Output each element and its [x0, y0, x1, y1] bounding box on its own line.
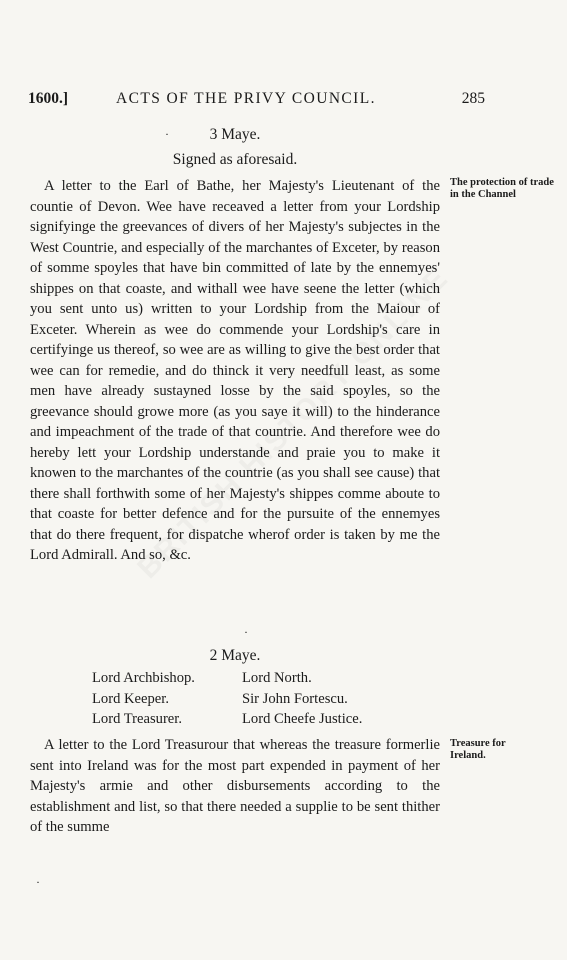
- entry2-body: [30, 735, 440, 838]
- decorative-dot: ·: [244, 625, 248, 639]
- attendance-row: [92, 709, 362, 730]
- decorative-dot: ·: [165, 127, 169, 141]
- entry1-signed: Signed as aforesaid.: [172, 151, 298, 168]
- entry1-paragraph: A letter to the Earl of Bathe, her Majesty's Lieutenant of the countie of Devon. Wee have receaved a letter from your Lordship signifyinge the greevances of divers of her Majesty's subjectes in the West Countrie, and especially of the marchantes of Exceter, by reason of somme spoyles that have bin committed of late by the ennemyes' shippes on that coaste, and withall wee have seene the letter (which you sent unto us) written to your Lordship from the Maiour of Exceter. Wherein as wee do commende your Lordship's care in certifyinge us thereof, so wee are as willing to give the best order that wee can for remedie, and do thinck it very needfull least, as some men have already sustayned losse by the said spoyles, so the greevance should growe more (as you saye it will) to the hinderance and impeachment of the trade of that countrie. And therefore wee do hereby lett your Lordship understande and praie you to make it knowen to the marchantes of the countrie (as you shall see cause) that there shall forthwith some of her Majesty's shippes comme aboute to that coaste for better defence and for the pursuite of the ennemyes that do there frequent, for dispatche wherof order is taken by me the Lord Admirall. And so, &c.: [30, 178, 440, 563]
- entry1-body: [30, 176, 440, 566]
- attendee: Lord Cheefe Justice.: [242, 711, 363, 727]
- attendee: Lord Archbishop.: [92, 670, 195, 686]
- attendee: Sir John Fortescu.: [242, 690, 348, 707]
- entry2-paragraph: A letter to the Lord Treasurour that whereas the treasure formerlie sent into Ireland was for the most part expended in payment of her Majesty's armie and other disbursements according to the establishment and list, so that there needed a supplie to be sent thither of the summe: [30, 737, 440, 835]
- attendance-row: [92, 689, 362, 710]
- running-header: [28, 90, 493, 110]
- attendance-list: [92, 668, 362, 730]
- header-year: 1600.]: [28, 90, 69, 107]
- attendee: Lord North.: [242, 670, 312, 686]
- margin-note-protection: The protection of trade in the Channel: [450, 177, 554, 200]
- entry2-date: 2 Maye.: [209, 647, 261, 664]
- decorative-dot: ·: [36, 875, 40, 889]
- attendee: Lord Keeper.: [92, 690, 169, 707]
- attendance-row: [92, 668, 362, 689]
- attendee: Lord Treasurer.: [92, 711, 182, 727]
- header-title: ACTS OF THE PRIVY COUNCIL.: [116, 90, 376, 107]
- margin-note-treasure: Treasure for Ireland.: [450, 738, 506, 761]
- page-number: 285: [461, 90, 485, 107]
- entry1-date: 3 Maye.: [209, 126, 261, 143]
